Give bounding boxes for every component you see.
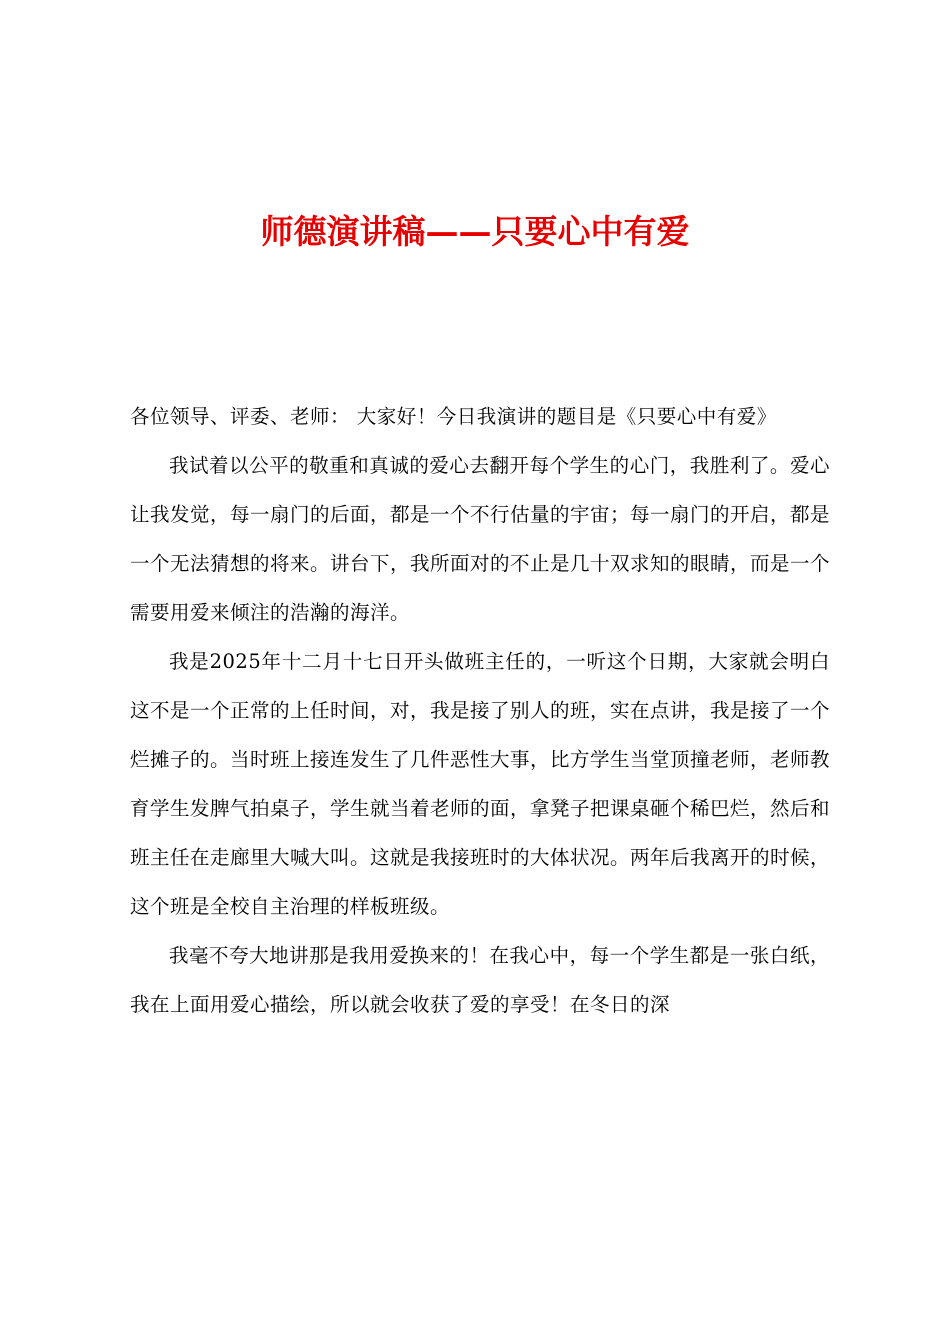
greeting-paragraph: 各位领导、评委、老师： 大家好！今日我演讲的题目是《只要心中有爱》 [130,405,777,428]
body-paragraph: 我毫不夸大地讲那是我用爱换来的！在我心中，每一个学生都是一张白纸，我在上面用爱心描绘，所以就会收获了爱的享受！在冬日的深 [130,944,830,1016]
body-paragraph: 我是2025年十二月十七日开头做班主任的，一听这个日期，大家就会明白这不是一个正常的上任时间，对，我是接了别人的班，实在点讲，我是接了一个烂摊子的。当时班上接连发生了几件恶性大事，比方学生当堂顶撞老师，老师教育学生发脾气拍桌子，学生就当着老师的面，拿凳子把课桌砸个稀巴烂，然后和班主任在走廊里大喊大叫。这就是我接班时的大体状况。两年后我离开的时候，这个班是全校自主治理的样板班级。 [130,650,831,918]
body-paragraph: 我试着以公平的敬重和真诚的爱心去翻开每个学生的心门，我胜利了。爱心让我发觉，每一扇门的后面，都是一个不行估量的宇宙；每一扇门的开启，都是一个无法猜想的将来。讲台下，我所面对的不止是几十双求知的眼睛，而是一个需要用爱来倾注的浩瀚的海洋。 [130,454,831,624]
document-body [130,392,830,1029]
document-title: 师德演讲稿——只要心中有爱 [260,212,690,251]
